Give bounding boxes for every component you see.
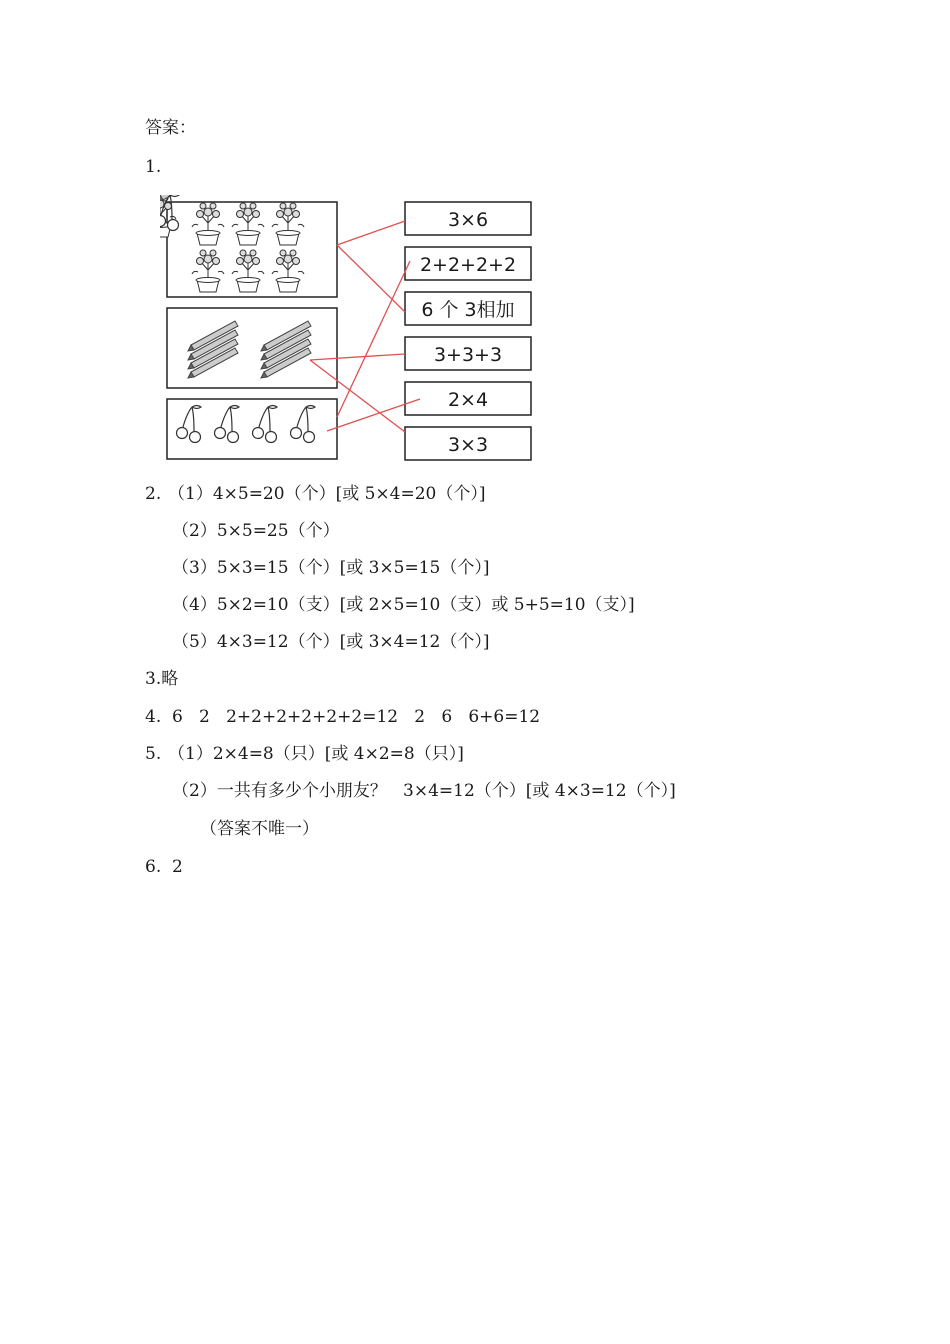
q4-answer: 4. 6 2 2+2+2+2+2+2=12 2 6 6+6=12 (145, 707, 541, 727)
expression-label-5: 2×4 (447, 389, 489, 411)
q1-number: 1. (145, 157, 162, 177)
q2-number: 2. (145, 484, 162, 504)
expression-label-3: 6 个 3相加 (421, 299, 515, 321)
q5-item-1: （1）2×4=8（只）[或 4×2=8（只）] (168, 744, 464, 764)
expression-label-2: 2+2+2+2 (419, 254, 517, 276)
expression-box-4 (405, 337, 531, 370)
expression-box-6 (405, 427, 531, 460)
expression-box-1 (405, 202, 531, 235)
line-pencils-3x3 (310, 360, 405, 432)
q2-item-5: （5）4×3=12（个）[或 3×4=12（个）] (172, 632, 490, 652)
expression-label-6: 3×3 (447, 434, 489, 456)
q3-answer: 3.略 (145, 669, 179, 689)
q2-item-4: （4）5×2=10（支）[或 2×5=10（支）或 5+5=10（支）] (172, 595, 635, 615)
line-pencils-3plus3plus3 (310, 354, 405, 360)
flower-pots-image (160, 195, 304, 292)
heading: 答案： (145, 118, 196, 138)
q2-item-3: （3）5×3=15（个）[或 3×5=15（个）] (172, 558, 490, 578)
expression-box-5 (405, 382, 531, 415)
line-flowers-6x3add (337, 245, 405, 312)
expression-label-1: 3×6 (447, 209, 489, 231)
expression-box-3 (405, 292, 531, 325)
line-cherries-2222 (337, 261, 410, 417)
q5-number: 5. (145, 744, 162, 764)
matching-figure (160, 195, 540, 470)
q5-note: （答案不唯一） (200, 819, 319, 839)
q6-answer: 6. 2 (145, 857, 183, 877)
q2-item-1: （1）4×5=20（个）[或 5×4=20（个）] (168, 484, 486, 504)
expression-box-2 (405, 247, 531, 280)
line-flowers-3x6 (337, 221, 405, 245)
connection-lines (310, 221, 420, 432)
q5-item-2: （2）一共有多少个小朋友？ 3×4=12（个）[或 4×3=12（个）] (172, 781, 676, 801)
expression-label-4: 3+3+3 (433, 344, 503, 366)
q2-item-2: （2）5×5=25（个） (172, 521, 340, 541)
